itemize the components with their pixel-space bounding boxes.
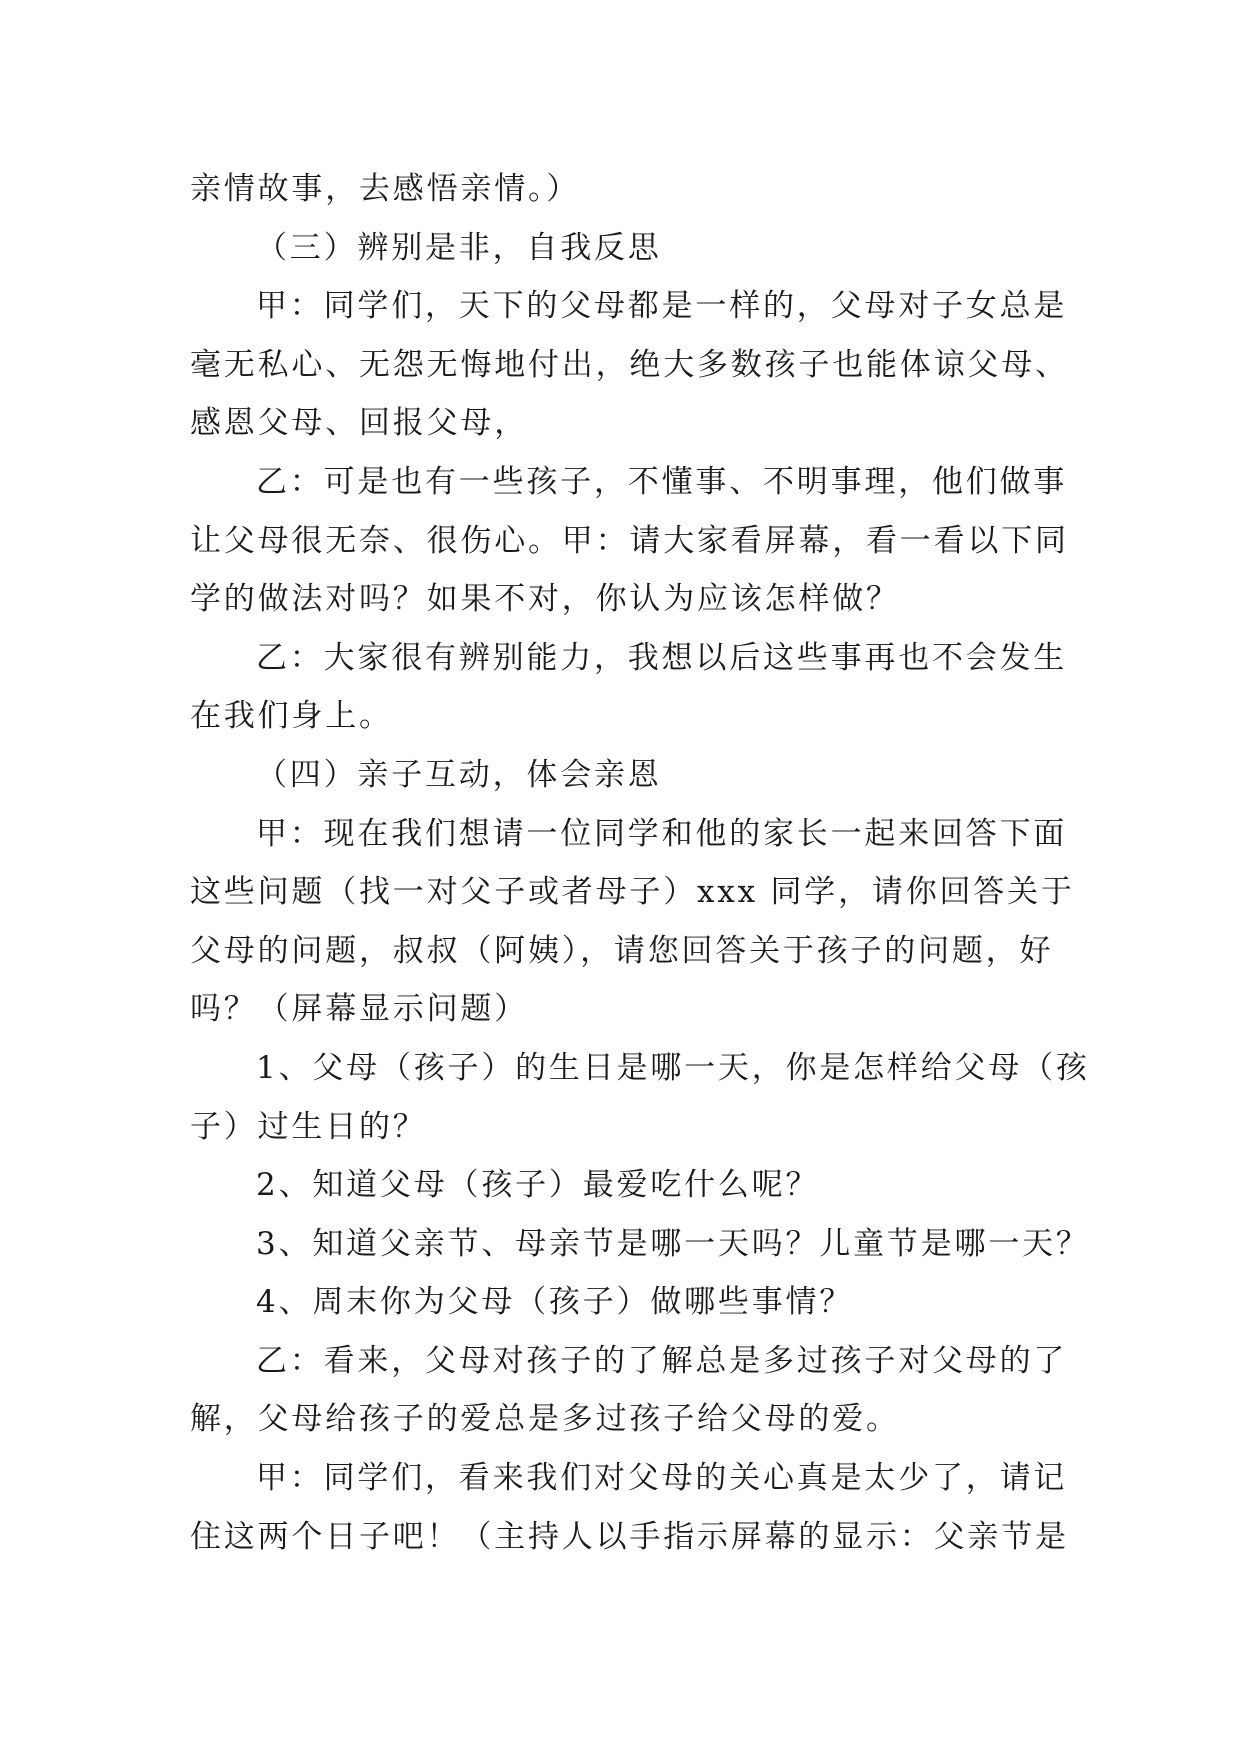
text-line-14: 父母的问题，叔叔（阿姨），请您回答关于孩子的问题，好 [190,932,1054,969]
text-line-15: 吗？（屏幕显示问题） [190,991,528,1028]
text-line-22: 解，父母给孩子的爱总是多过孩子给父母的爱。 [190,1401,900,1438]
section-heading-3: （三）辨别是非，自我反思 [256,229,662,266]
text-line-5: 感恩父母、回报父母， [190,405,528,442]
text-line-7: 让父母很无奈、很伤心。甲：请大家看屏幕，看一看以下同 [190,522,1069,559]
text-line-23: 甲：同学们，看来我们对父母的关心真是太少了，请记 [256,1460,1068,1497]
question-item-3: 3、知道父亲节、母亲节是哪一天吗？儿童节是哪一天？ [256,1225,1090,1262]
text-line-3: 甲：同学们，天下的父母都是一样的，父母对子女总是 [256,288,1068,325]
text-line-24: 住这两个日子吧！（主持人以手指示屏幕的显示：父亲节是 [190,1518,1069,1555]
text-line-13: 这些问题（找一对父子或者母子）xxx 同学，请你回答关于 [190,874,1075,911]
question-item-1: 1、父母（孩子）的生日是哪一天，你是怎样给父母（孩 [256,1049,1090,1086]
text-line-8: 学的做法对吗？如果不对，你认为应该怎样做？ [190,581,900,618]
question-item-4: 4、周末你为父母（孩子）做哪些事情？ [256,1284,854,1321]
text-line-1: 亲情故事，去感悟亲情。） [190,171,581,207]
text-line-4: 毫无私心、无怨无悔地付出，绝大多数孩子也能体谅父母、 [190,346,1069,383]
text-line-17: 子）过生日的？ [190,1108,427,1145]
section-heading-4: （四）亲子互动，体会亲恩 [256,756,662,793]
question-item-2: 2、知道父母（孩子）最爱吃什么呢？ [256,1167,820,1204]
text-line-10: 在我们身上。 [190,698,393,735]
text-line-6: 乙：可是也有一些孩子，不懂事、不明事理，他们做事 [256,463,1068,500]
text-line-9: 乙：大家很有辨别能力，我想以后这些事再也不会发生 [256,639,1068,676]
document-body [190,160,1090,1566]
text-line-21: 乙：看来，父母对孩子的了解总是多过孩子对父母的了 [256,1342,1068,1379]
text-line-12: 甲：现在我们想请一位同学和他的家长一起来回答下面 [256,815,1068,852]
